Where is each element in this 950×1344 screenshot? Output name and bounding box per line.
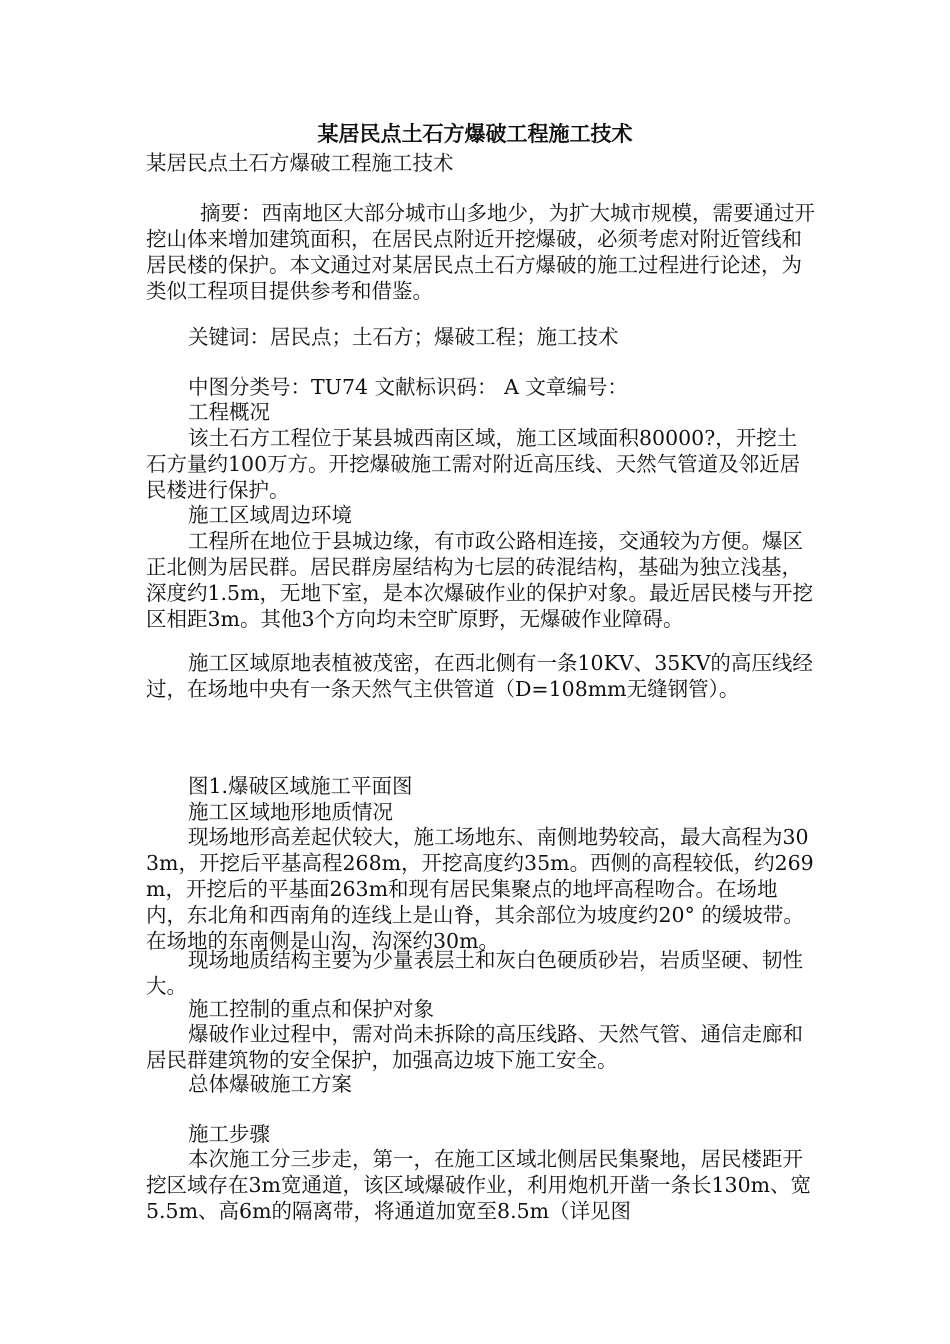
body-paragraph: 本次施工分三步走，第一，在施工区域北侧居民集聚地，居民楼距开挖区域存在3m宽通道，该区域爆破作业，利用炮机开凿一条长130m、宽5.5m、高6m的隔离带，将通道加宽至8.5m（详见图 (146, 1147, 812, 1223)
body-paragraph: 该土石方工程位于某县城西南区域，施工区域面积80000?，开挖土石方量约100万方。开挖爆破施工需对附近高压线、天然气管道及邻近居民楼进行保护。 (146, 426, 801, 502)
section-heading: 施工步骤 (188, 1122, 270, 1146)
body-paragraph: 工程所在地位于县城边缘，有市政公路相连接，交通较为方便。爆区正北侧为居民群。居民群房屋结构为七层的砖混结构，基础为独立浅基，深度约1.5m，无地下室，是本次爆破作业的保护对象。最近居民楼与开挖区相距3m。其他3个方向均未空旷原野，无爆破作业障碍。 (146, 529, 814, 631)
section-heading: 总体爆破施工方案 (188, 1072, 352, 1096)
figure-caption: 图1.爆破区域施工平面图 (188, 774, 413, 798)
classification-line: 中图分类号：TU74 文献标识码： A 文章编号： (188, 375, 628, 399)
body-paragraph: 现场地质结构主要为少量表层土和灰白色硬质砂岩，岩质坚硬、韧性大。 (146, 948, 803, 998)
section-heading: 工程概况 (188, 400, 270, 424)
body-paragraph: 现场地形高差起伏较大，施工场地东、南侧地势较高，最大高程为303m，开挖后平基高程268m，开挖高度约35m。西侧的高程较低，约269m，开挖后的平基面263m和现有居民集聚点的地坪高程吻合。在场地内，东北角和西南角的连线上是山脊，其余部位为坡度约20° 的缓坡带。在场地的东南侧是山沟，沟深约30m。 (146, 825, 814, 953)
body-paragraph: 爆破作业过程中，需对尚未拆除的高压线路、天然气管、通信走廊和居民群建筑物的安全保护，加强高边坡下施工安全。 (146, 1022, 803, 1072)
document-subtitle: 某居民点土石方爆破工程施工技术 (146, 151, 454, 175)
keywords-line: 关键词：居民点；土石方；爆破工程；施工技术 (188, 325, 619, 349)
abstract-paragraph: 摘要：西南地区大部分城市山多地少，为扩大城市规模，需要通过开挖山体来增加建筑面积，在居民点附近开挖爆破，必须考虑对附近管线和居民楼的保护。本文通过对某居民点土石方爆破的施工过程进行论述，为类似工程项目提供参考和借鉴。 (146, 201, 815, 303)
section-heading: 施工区域地形地质情况 (188, 800, 393, 824)
body-paragraph: 施工区域原地表植被茂密，在西北侧有一条10KV、35KV的高压线经过，在场地中央有一条天然气主供管道（D=108mm无缝钢管）。 (146, 651, 813, 701)
section-heading: 施工区域周边环境 (188, 503, 352, 527)
section-heading: 施工控制的重点和保护对象 (188, 997, 434, 1021)
document-title: 某居民点土石方爆破工程施工技术 (317, 121, 633, 146)
